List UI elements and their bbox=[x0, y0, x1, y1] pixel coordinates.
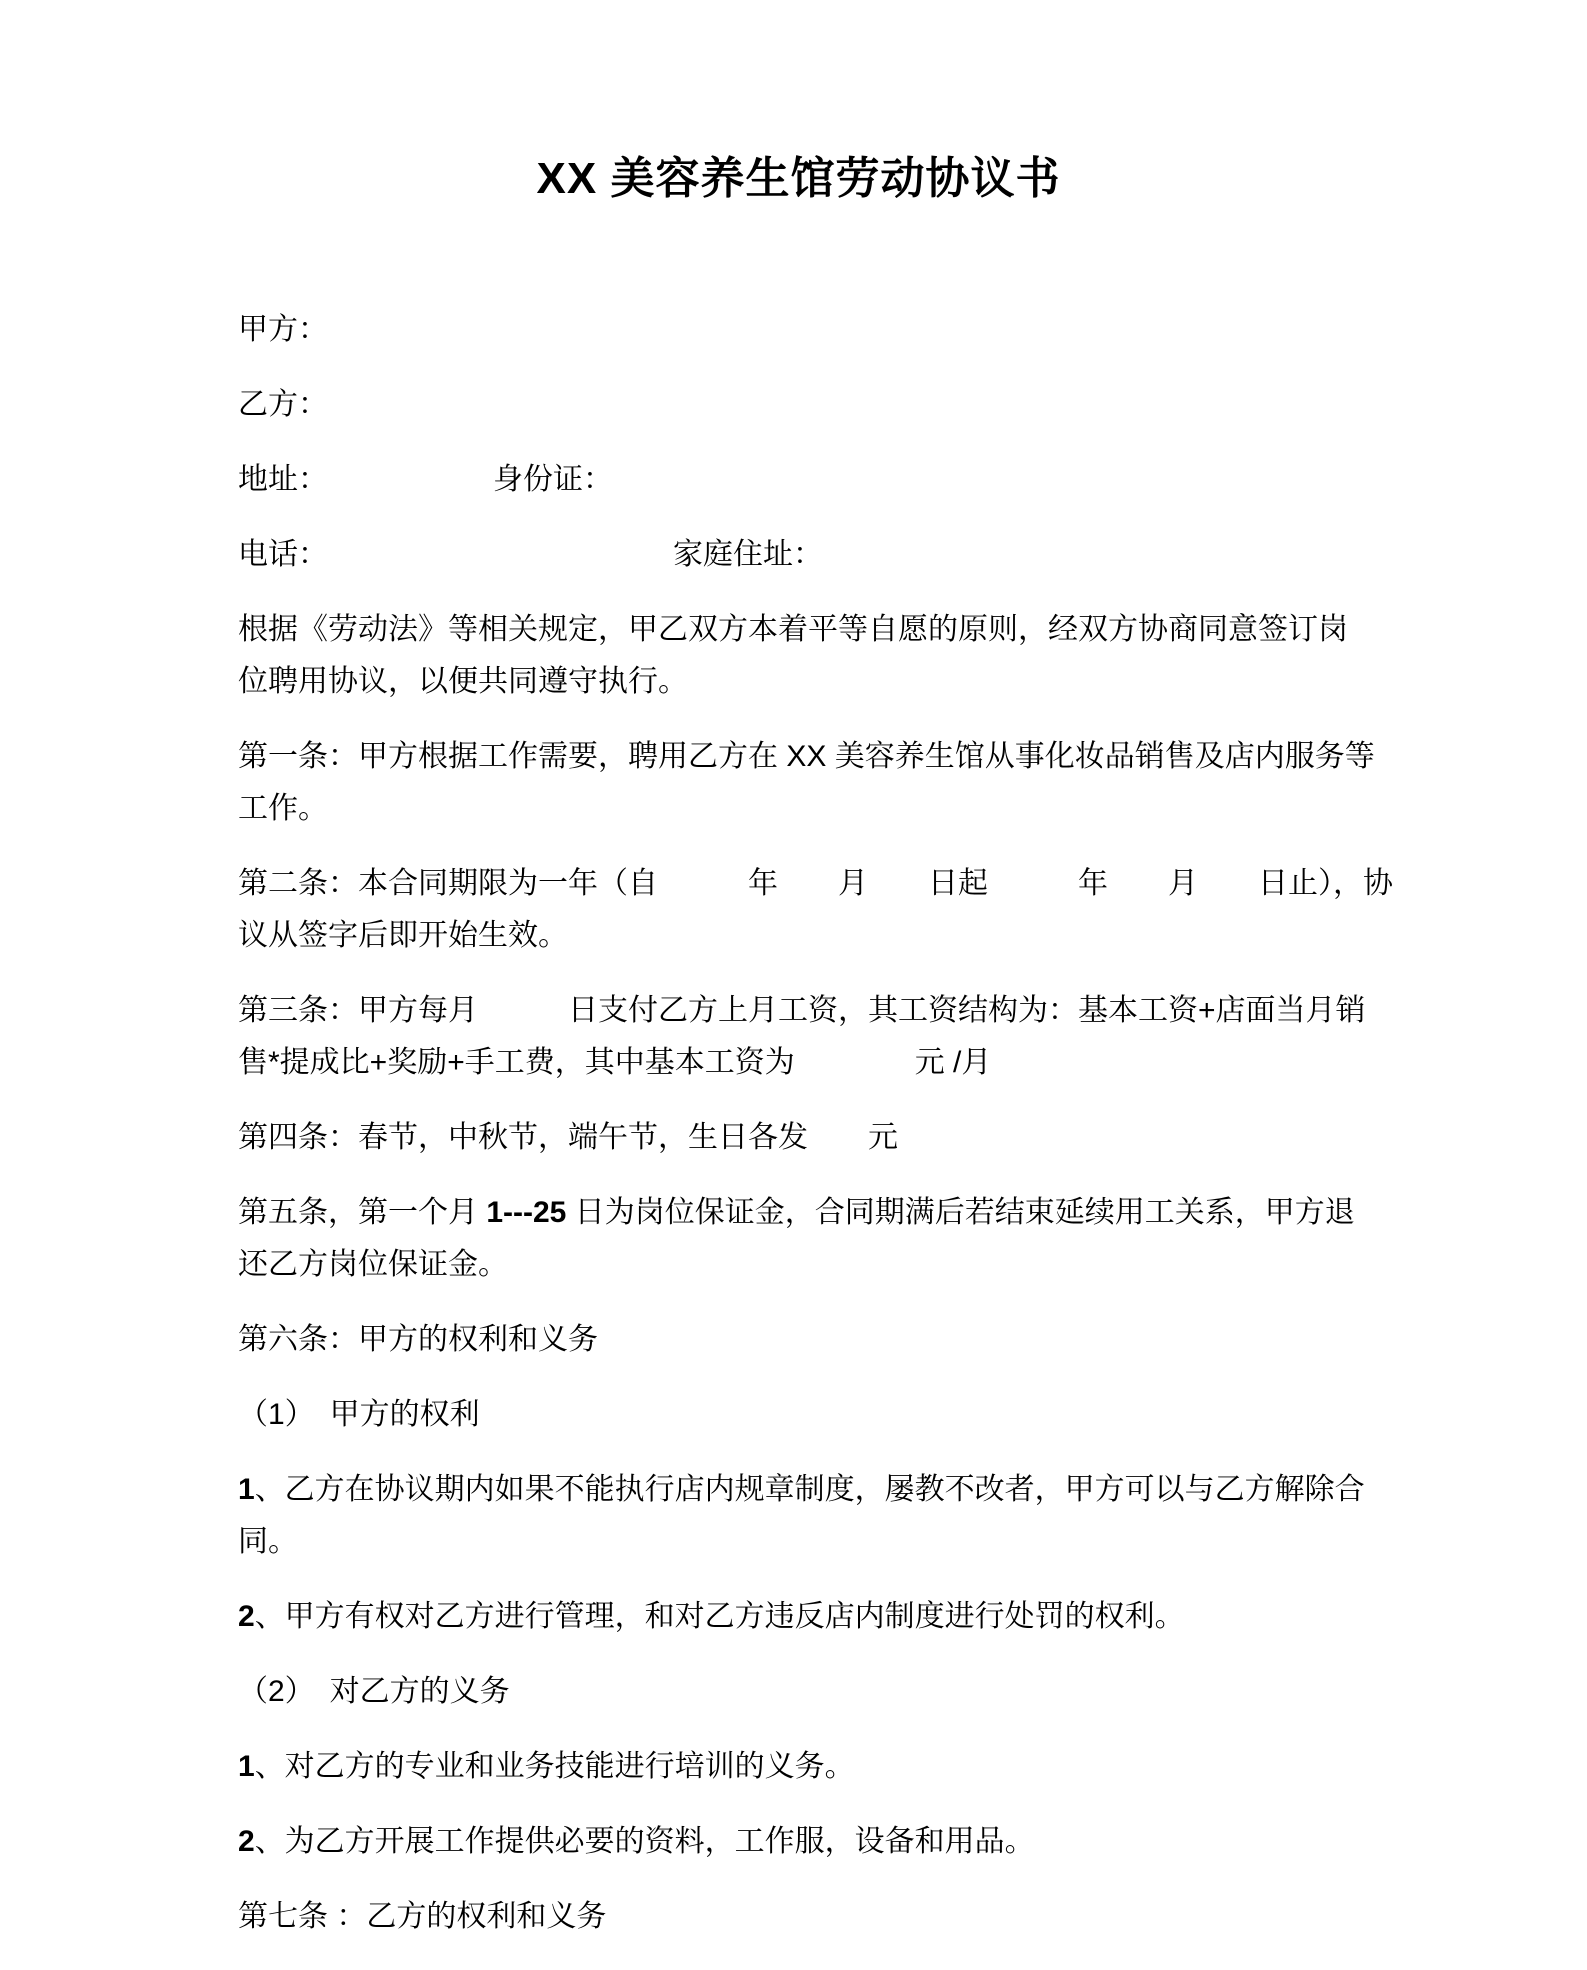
paragraph-line: 根据《劳动法》等相关规定，甲乙双方本着平等自愿的原则，经双方协商同意签订岗 bbox=[238, 613, 1348, 646]
paragraph bbox=[238, 604, 1359, 708]
paragraph bbox=[238, 1666, 1359, 1718]
paragraph-line: 电话： 家庭住址： bbox=[238, 538, 823, 571]
paragraph-line: （1） 甲方的权利 bbox=[238, 1398, 480, 1431]
paragraph bbox=[238, 1112, 1359, 1164]
paragraph-line: 还乙方岗位保证金。 bbox=[238, 1248, 508, 1281]
paragraph bbox=[238, 454, 1359, 506]
paragraph bbox=[238, 985, 1366, 1089]
paragraph-line: 第四条：春节，中秋节，端午节，生日各发 元 bbox=[238, 1121, 898, 1154]
paragraph-line: 第三条：甲方每月 日支付乙方上月工资，其工资结构为：基本工资+店面当月销 bbox=[238, 994, 1366, 1027]
paragraph-line: 乙方： bbox=[238, 388, 328, 421]
paragraph-line: （2） 对乙方的义务 bbox=[238, 1675, 510, 1708]
paragraph bbox=[238, 1591, 1359, 1643]
paragraph-line: 2、甲方有权对乙方进行管理，和对乙方违反店内制度进行处罚的权利。 bbox=[238, 1600, 1185, 1633]
paragraph-line: 甲方： bbox=[238, 313, 328, 346]
paragraph-line: 2、为乙方开展工作提供必要的资料，工作服，设备和用品。 bbox=[238, 1825, 1035, 1858]
paragraph-line: 位聘用协议，以便共同遵守执行。 bbox=[238, 665, 688, 698]
paragraph bbox=[238, 1187, 1359, 1291]
paragraph-line: 第七条 ：乙方的权利和义务 bbox=[238, 1900, 607, 1933]
paragraph-line: 第一条：甲方根据工作需要，聘用乙方在 XX 美容养生馆从事化妆品销售及店内服务等 bbox=[238, 740, 1375, 773]
paragraph bbox=[238, 529, 1359, 581]
paragraph-line: 第二条：本合同期限为一年（自 年 月 日起 年 月 日止），协 bbox=[238, 867, 1393, 900]
paragraph-line: 工作。 bbox=[238, 792, 328, 825]
document-body bbox=[238, 304, 1393, 1943]
paragraph bbox=[238, 1816, 1359, 1868]
paragraph-line: 地址： 身份证： bbox=[238, 463, 613, 496]
paragraph bbox=[238, 304, 1359, 356]
paragraph bbox=[238, 1741, 1359, 1793]
paragraph bbox=[238, 379, 1359, 431]
paragraph-line: 议从签字后即开始生效。 bbox=[238, 919, 568, 952]
paragraph-line: 1、乙方在协议期内如果不能执行店内规章制度，屡教不改者，甲方可以与乙方解除合 bbox=[238, 1473, 1365, 1506]
paragraph-line: 1、对乙方的专业和业务技能进行培训的义务。 bbox=[238, 1750, 855, 1783]
paragraph bbox=[238, 731, 1375, 835]
paragraph-line: 同。 bbox=[238, 1525, 298, 1558]
document-title: XX 美容养生馆劳动协议书 bbox=[536, 154, 1061, 203]
paragraph-line: 第五条，第一个月 1---25 日为岗位保证金，合同期满后若结束延续用工关系，甲方退 bbox=[238, 1196, 1355, 1229]
paragraph bbox=[238, 1314, 1359, 1366]
paragraph bbox=[238, 1464, 1365, 1568]
paragraph bbox=[238, 1389, 1359, 1441]
paragraph bbox=[238, 858, 1393, 962]
paragraph bbox=[238, 1891, 1359, 1943]
paragraph-line: 售*提成比+奖励+手工费，其中基本工资为 元 /月 bbox=[238, 1046, 992, 1079]
paragraph-line: 第六条：甲方的权利和义务 bbox=[238, 1323, 598, 1356]
